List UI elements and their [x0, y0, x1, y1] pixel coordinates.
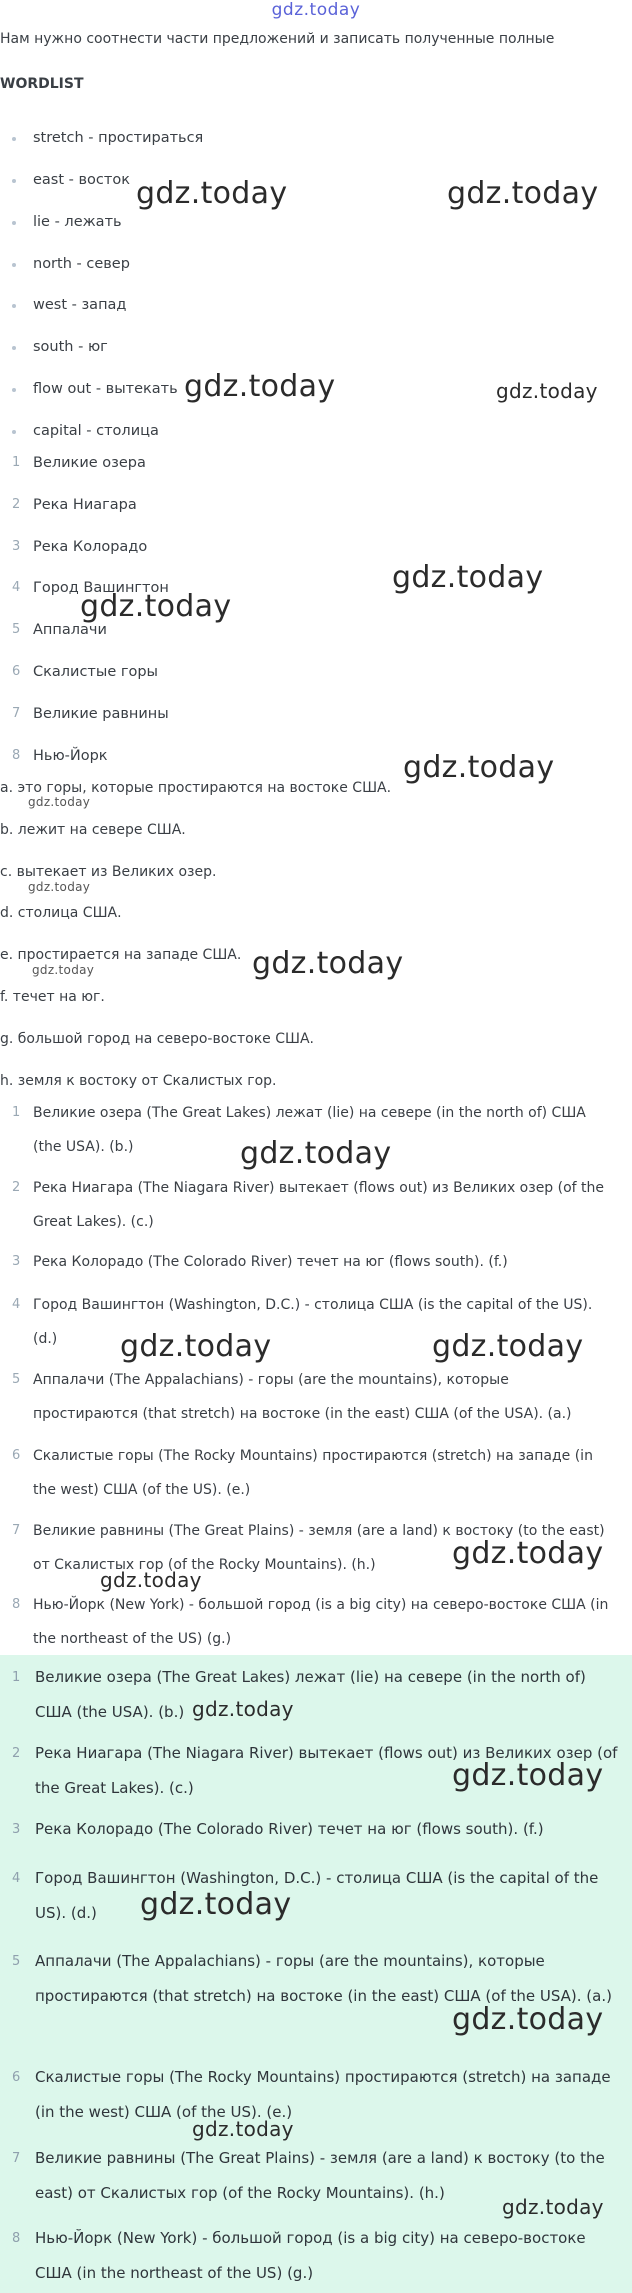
ending-item: e. простирается на западе США.: [0, 947, 242, 963]
bullet-icon: [12, 137, 16, 141]
wordlist-item: south - юг: [0, 335, 632, 359]
watermark: gdz.today: [432, 1329, 584, 1364]
watermark: gdz.today: [80, 589, 232, 624]
wordlist-title: WORDLIST: [0, 76, 84, 92]
wordlist-item: north - север: [0, 252, 632, 276]
watermark: gdz.today: [447, 176, 599, 211]
ending-item: f. течет на юг.: [0, 989, 105, 1005]
place-item: 5 Аппалачи: [12, 622, 107, 638]
wordlist-item: stretch - простираться: [0, 126, 632, 150]
ending-item: d. столица США.: [0, 905, 122, 921]
watermark: gdz.today: [32, 963, 95, 977]
place-item: 2 Река Ниагара: [12, 497, 137, 513]
intro-text: Нам нужно соотнести части предложений и записать полученные полные: [0, 31, 555, 47]
watermark: gdz.today: [496, 379, 598, 403]
watermark: gdz.today: [403, 750, 555, 785]
watermark: gdz.today: [452, 2002, 604, 2037]
watermark: gdz.today: [192, 2117, 294, 2141]
watermark: gdz.today: [184, 369, 336, 404]
ending-item: a. это горы, которые простираются на востоке США.: [0, 780, 392, 796]
place-item: 6 Скалистые горы: [12, 664, 158, 680]
place-item: 4 Город Вашингтон: [12, 580, 169, 596]
bullet-icon: [12, 304, 16, 308]
site-logo[interactable]: gdz.today: [271, 0, 361, 20]
watermark: gdz.today: [502, 2195, 604, 2219]
wordlist-item: east - восток: [0, 168, 632, 192]
ending-item: g. большой город на северо-востоке США.: [0, 1031, 315, 1047]
watermark: gdz.today: [452, 1758, 604, 1793]
watermark: gdz.today: [452, 1536, 604, 1571]
watermark: gdz.today: [392, 560, 544, 595]
wordlist-item: capital - столица: [0, 419, 632, 443]
watermark: gdz.today: [120, 1329, 272, 1364]
wordlist-item: west - запад: [0, 293, 632, 317]
watermark: gdz.today: [240, 1136, 392, 1171]
place-item: 3 Река Колорадо: [12, 539, 148, 555]
wordlist-item: flow out - вытекать: [0, 377, 632, 401]
watermark: gdz.today: [28, 795, 91, 809]
place-item: 1 Великие озера: [12, 455, 146, 471]
ending-item: b. лежит на севере США.: [0, 822, 186, 838]
place-item: 8 Нью-Йорк: [12, 748, 108, 764]
watermark: gdz.today: [28, 880, 91, 894]
wordlist-item: lie - лежать: [0, 210, 632, 234]
bullet-icon: [12, 221, 16, 225]
bullet-icon: [12, 263, 16, 267]
watermark: gdz.today: [136, 176, 288, 211]
bullet-icon: [12, 388, 16, 392]
watermark: gdz.today: [140, 1887, 292, 1922]
watermark: gdz.today: [192, 1697, 294, 1721]
bullet-icon: [12, 346, 16, 350]
watermark: gdz.today: [252, 946, 404, 981]
ending-item: c. вытекает из Великих озер.: [0, 864, 217, 880]
bullet-icon: [12, 430, 16, 434]
place-item: 7 Великие равнины: [12, 706, 169, 722]
bullet-icon: [12, 179, 16, 183]
ending-item: h. земля к востоку от Скалистых гор.: [0, 1073, 277, 1089]
watermark: gdz.today: [100, 1568, 202, 1592]
